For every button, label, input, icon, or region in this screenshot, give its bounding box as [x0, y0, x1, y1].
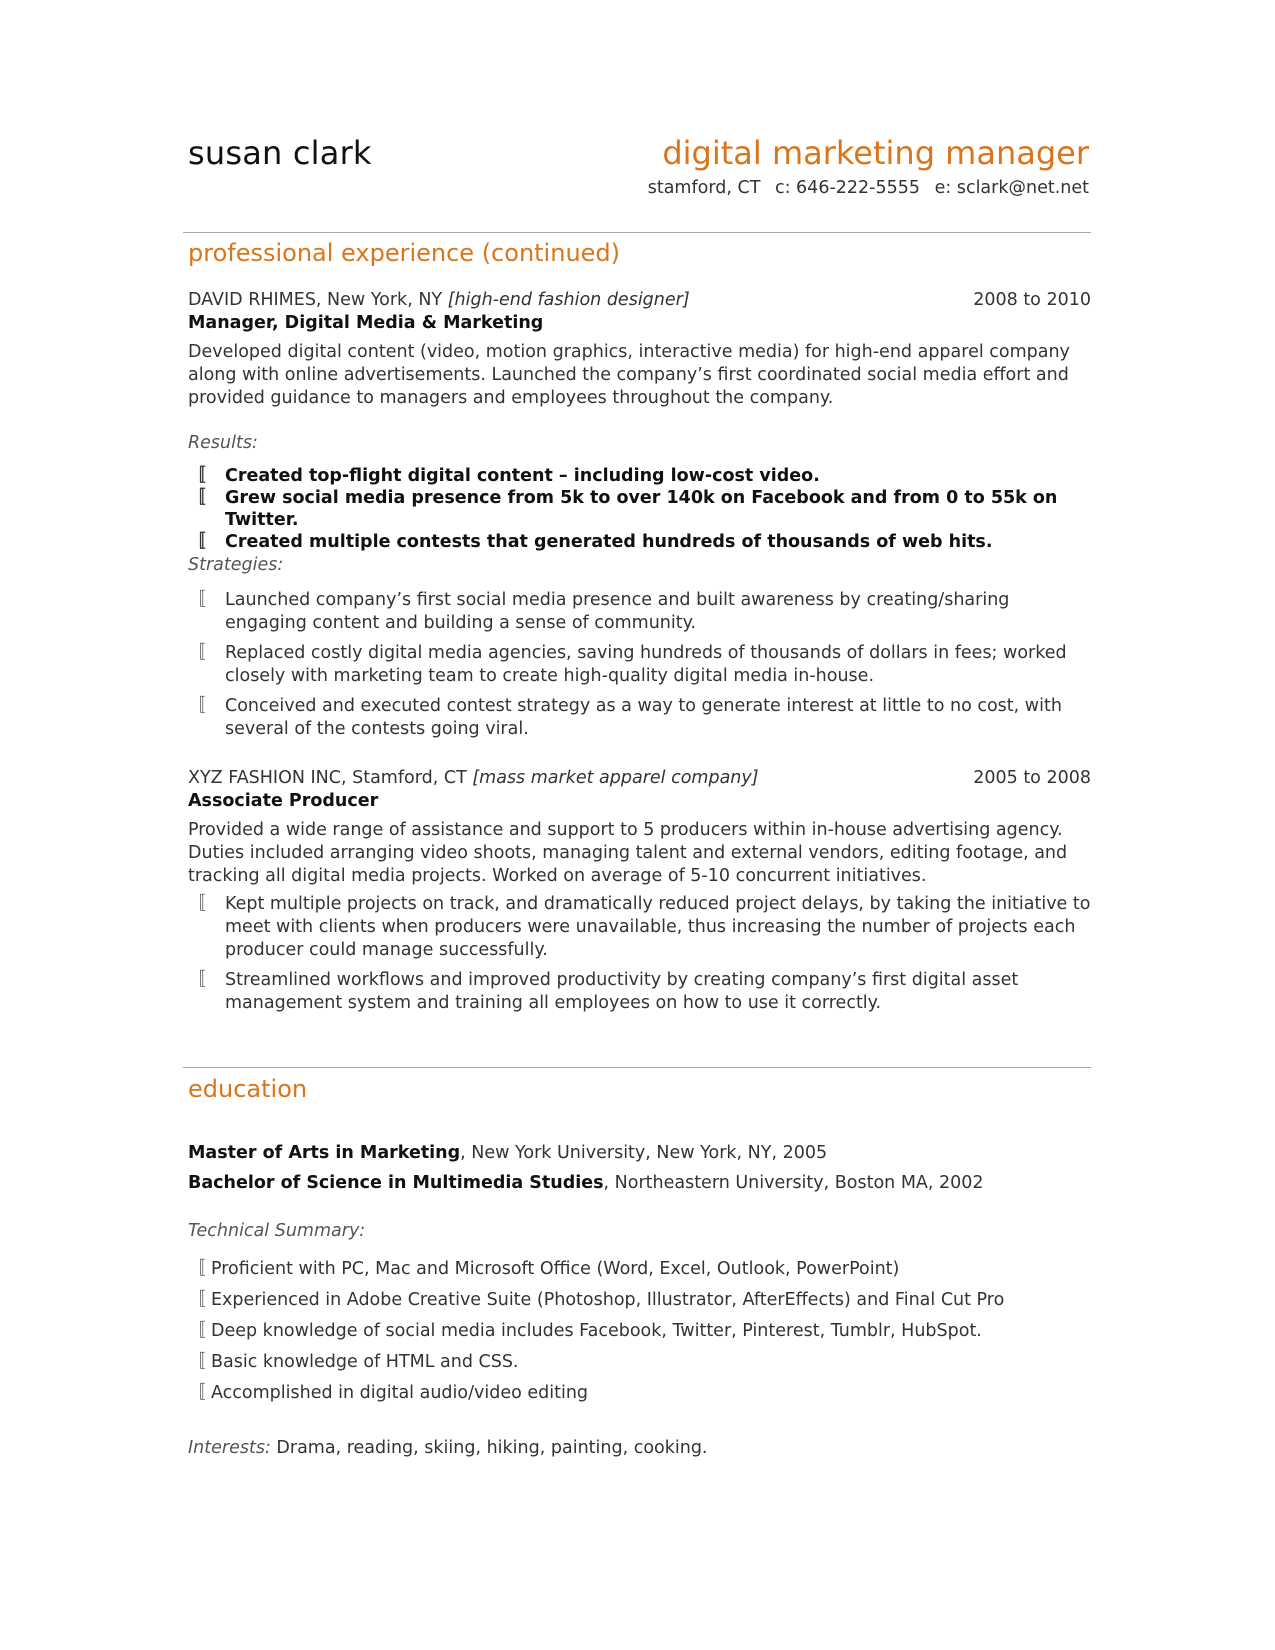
bullet-icon: 〚: [188, 488, 206, 508]
interests-text: Drama, reading, skiing, hiking, painting, cooking.: [270, 1438, 708, 1458]
list-item: 〚 Deep knowledge of social media includes Facebook, Twitter, Pinterest, Tumblr, HubSpot.: [188, 1321, 982, 1341]
bullet-icon: 〚: [188, 1352, 206, 1372]
bullet-icon: 〚: [188, 643, 206, 663]
bullet-icon: 〚: [188, 1383, 206, 1403]
list-item: 〚 Conceived and executed contest strategy as a way to generate interest at little to no cost, with several of the contests going viral.: [188, 696, 1062, 739]
list-item: 〚 Launched company’s first social media presence and built awareness by creating/sharing engaging content and building a sense of community.: [188, 590, 1010, 633]
bullet-icon: 〚: [188, 970, 206, 990]
list-item: 〚 Grew social media presence from 5k to over 140k on Facebook and from 0 to 55k on Twitter.: [188, 488, 1058, 530]
job-1-company-line: [188, 290, 690, 310]
degree-1-details: , New York University, New York, NY, 2005: [460, 1143, 828, 1163]
bullet-icon: 〚: [188, 466, 206, 486]
bullet-icon: 〚: [188, 1290, 206, 1310]
header-divider: [183, 232, 1091, 233]
list-item: 〚 Proficient with PC, Mac and Microsoft Office (Word, Excel, Outlook, PowerPoint): [188, 1259, 900, 1279]
degree-2-name: Bachelor of Science in Multimedia Studies: [188, 1173, 604, 1193]
job-2-company: XYZ FASHION INC, Stamford, CT: [188, 768, 467, 788]
bullet-icon: 〚: [188, 696, 206, 716]
list-item: 〚 Created top-flight digital content – including low-cost video.: [188, 466, 820, 486]
bullet-icon: 〚: [188, 532, 206, 552]
degree-2: [188, 1173, 984, 1193]
bullet-icon: 〚: [188, 590, 206, 610]
interests-line: [188, 1438, 708, 1458]
location: stamford, CT: [647, 178, 761, 198]
job-2-role: Associate Producer: [188, 791, 379, 811]
technical-summary-list: [188, 1258, 1093, 1413]
job-2-company-desc: [mass market apparel company]: [472, 768, 759, 788]
job-1-company-desc: [high-end fashion designer]: [447, 290, 690, 310]
list-item: 〚 Accomplished in digital audio/video editing: [188, 1383, 589, 1403]
strategies-list: [188, 589, 1093, 748]
strategies-label: Strategies:: [188, 555, 284, 575]
technical-summary-label: Technical Summary:: [188, 1221, 366, 1241]
list-item: 〚 Created multiple contests that generated hundreds of thousands of web hits.: [188, 532, 993, 552]
target-job-title: digital marketing manager: [662, 134, 1089, 172]
degree-1-name: Master of Arts in Marketing: [188, 1143, 461, 1163]
bullet-icon: 〚: [188, 894, 206, 914]
results-list: [188, 465, 1093, 553]
job-2-bullets: [188, 893, 1093, 1022]
list-item: 〚 Kept multiple projects on track, and dramatically reduced project delays, by taking the initiative to meet with clients when producers were unavailable, thus increasing the number of projects each producer could manage successfully.: [188, 894, 1091, 960]
education-divider: [183, 1067, 1091, 1068]
education-heading: education: [188, 1075, 308, 1103]
list-item: 〚 Streamlined workflows and improved productivity by creating company’s first digital asset management system and training all employees on how to use it correctly.: [188, 970, 1019, 1013]
job-1-summary: Developed digital content (video, motion graphics, interactive media) for high-end apparel company along with online advertisements. Launched the company’s first coordinated social media effort and provided guidance to managers and employees throughout the company.: [188, 342, 1070, 408]
job-1-dates: 2008 to 2010: [973, 290, 1091, 310]
list-item: 〚 Basic knowledge of HTML and CSS.: [188, 1352, 519, 1372]
results-label: Results:: [188, 433, 258, 453]
phone: c: 646-222-5555: [774, 178, 921, 198]
interests-label: Interests:: [188, 1438, 271, 1458]
job-2-summary: Provided a wide range of assistance and support to 5 producers within in-house advertising agency. Duties included arranging video shoots, managing talent and external vendors, editing footage, and tracking all digital media projects. Worked on average of 5-10 concurrent initiatives.: [188, 820, 1068, 886]
list-item: 〚 Experienced in Adobe Creative Suite (Photoshop, Illustrator, AfterEffects) and Final Cut Pro: [188, 1290, 1005, 1310]
job-2-company-line: [188, 768, 759, 788]
job-1-role: Manager, Digital Media & Marketing: [188, 313, 544, 333]
email: e: sclark@net.net: [934, 178, 1089, 198]
job-1-company: DAVID RHIMES, New York, NY: [188, 290, 443, 310]
experience-heading: professional experience (continued): [188, 239, 621, 267]
degree-1: [188, 1143, 827, 1163]
bullet-icon: 〚: [188, 1321, 206, 1341]
bullet-icon: 〚: [188, 1259, 206, 1279]
candidate-name: susan clark: [188, 134, 372, 172]
degree-2-details: , Northeastern University, Boston MA, 2002: [603, 1173, 984, 1193]
job-2-dates: 2005 to 2008: [973, 768, 1091, 788]
list-item: 〚 Replaced costly digital media agencies, saving hundreds of thousands of dollars in fees; worked closely with marketing team to create high-quality digital media in-house.: [188, 643, 1067, 686]
contact-line: [648, 178, 1089, 198]
